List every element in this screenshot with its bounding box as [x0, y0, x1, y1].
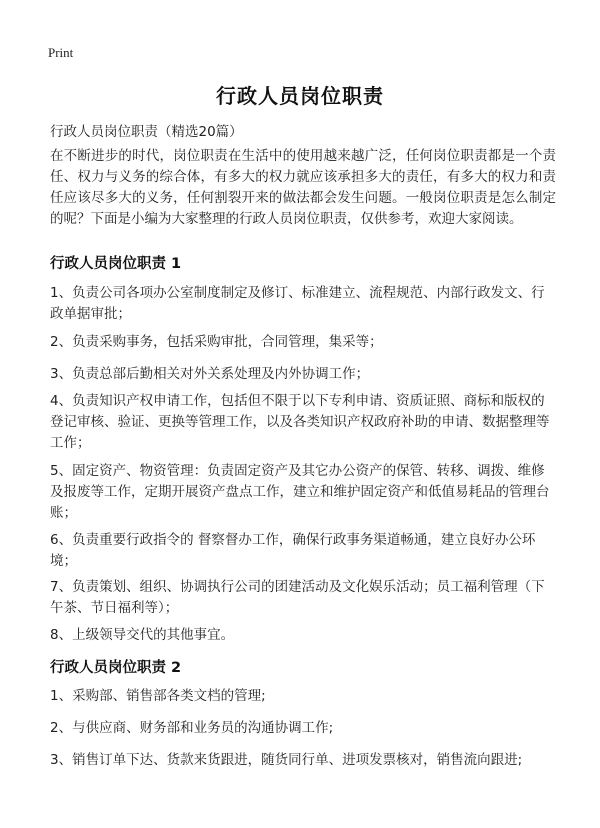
list-item: 4、负责知识产权申请工作，包括但不限于以下专利申请、资质证照、商标和版权的登记审核、验证、更换等管理工作，以及各类知识产权政府补助的申请、数据整理等工作；	[50, 393, 550, 451]
document-subtitle: 行政人员岗位职责（精选20篇）	[50, 124, 243, 140]
list-item: 3、负责总部后勤相关对外关系处理及内外协调工作；	[50, 366, 370, 382]
list-item: 2、与供应商、财务部和业务员的沟通协调工作;	[50, 720, 334, 736]
list-item: 1、采购部、销售部各类文档的管理;	[50, 688, 266, 704]
print-link[interactable]: Print	[48, 45, 74, 60]
list-item: 8、上级领导交代的其他事宜。	[50, 627, 235, 643]
page-title: 行政人员岗位职责	[216, 84, 384, 108]
list-item: 6、负责重要行政指令的 督察督办工作，确保行政事务渠道畅通，建立良好办公环境；	[50, 532, 536, 569]
list-item: 3、销售订单下达、货款来货跟进，随货同行单、进项发票核对，销售流向跟进;	[50, 752, 523, 768]
list-item: 2、负责采购事务，包括采购审批，合同管理，集采等；	[50, 334, 383, 350]
section-title-2: 行政人员岗位职责 2	[50, 660, 182, 676]
list-item: 5、固定资产、物资管理：负责固定资产及其它办公资产的保管、转移、调拨、维修及报废等工作，定期开展资产盘点工作，建立和维护固定资产和低值易耗品的管理台账；	[50, 463, 550, 521]
list-item: 1、负责公司各项办公室制度制定及修订、标准建立、流程规范、内部行政发文、行政单据审批；	[50, 285, 545, 322]
list-item: 7、负责策划、组织、协调执行公司的团建活动及文化娱乐活动；员工福利管理（下午茶、节日福利等）；	[50, 579, 545, 616]
intro-paragraph: 在不断进步的时代，岗位职责在生活中的使用越来越广泛，任何岗位职责都是一个责任、权力与义务的综合体，有多大的权力就应该承担多大的责任，有多大的权力和责任应该尽多大的义务，任何割裂开来的做法都会发生问题。一般岗位职责是怎么制定的呢？下面是小编为大家整理的行政人员岗位职责，仅供参考，欢迎大家阅读。	[50, 148, 556, 227]
section-title-1: 行政人员岗位职责 1	[50, 256, 182, 272]
